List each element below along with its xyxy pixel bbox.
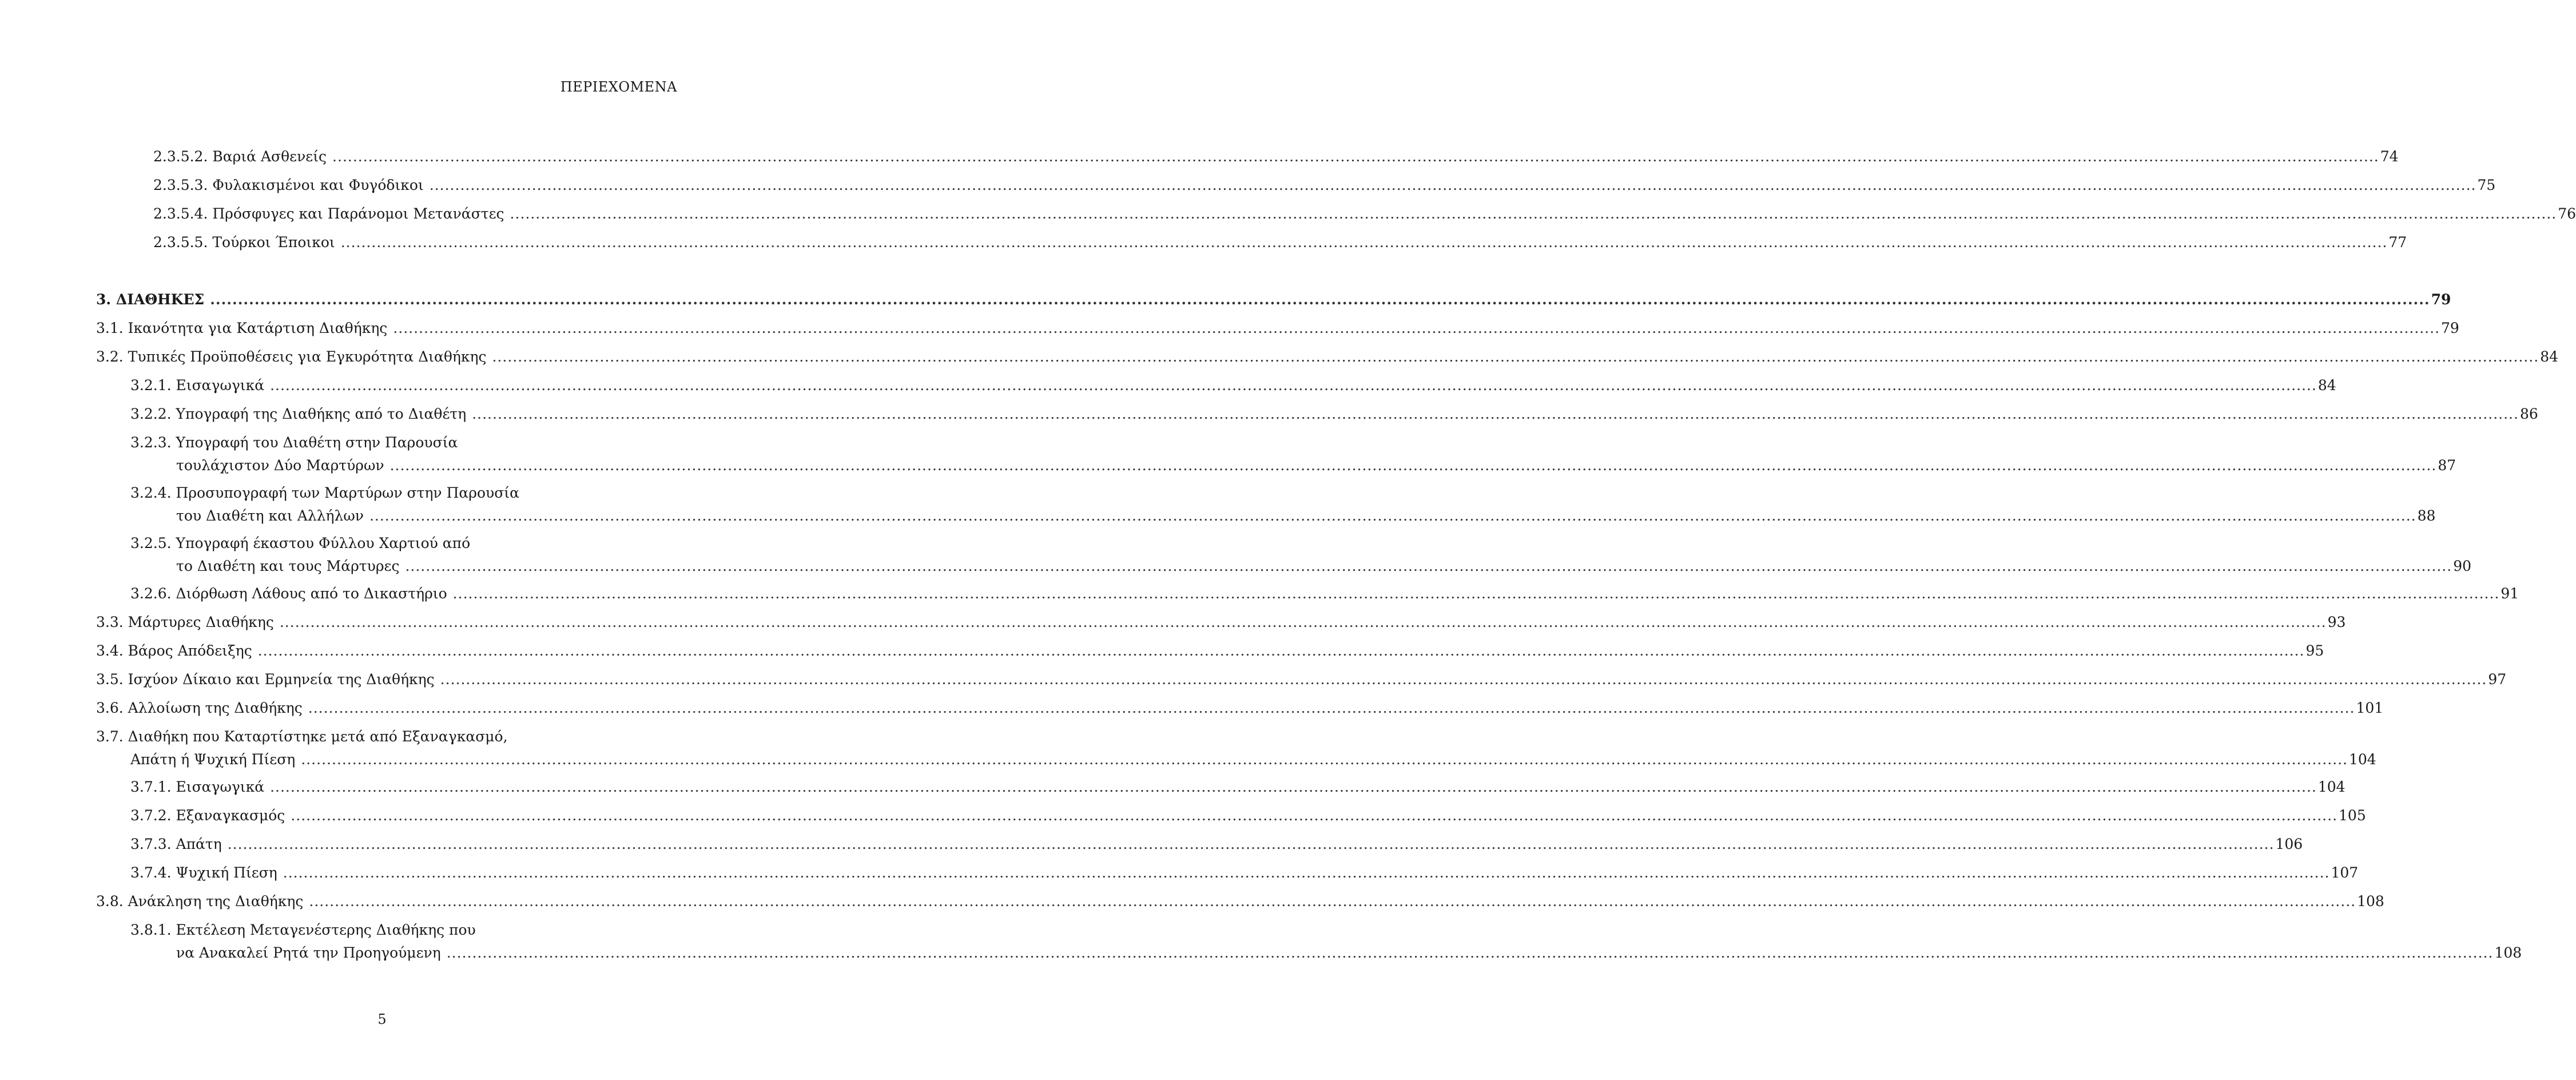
toc-entry-page: 105	[2339, 807, 2366, 824]
toc-entry-number: 3.7.3.	[130, 836, 172, 852]
toc-entry	[96, 288, 2451, 311]
toc-entry	[96, 611, 2346, 634]
toc-entry-title: Φυλακισμένοι και Φυγόδικοι	[212, 177, 424, 193]
toc-entry	[153, 231, 2407, 254]
toc-entry-title: Υπογραφή έκαστου Φύλλου Χαρτιού από	[176, 535, 471, 551]
toc-entry-number: 3.7.	[96, 728, 124, 745]
dot-leader: ................................................................................................................................................................................................................................................................................................................................................................................................................	[369, 507, 2416, 524]
toc-entry-number: 3.8.1.	[130, 922, 172, 938]
toc-entry	[153, 202, 2576, 225]
toc-entry	[153, 174, 2496, 197]
dot-leader: ................................................................................................................................................................................................................................................................................................................................................................................................................	[340, 234, 2388, 251]
toc-entry-title-continued: Απάτη ή Ψυχική Πίεση	[130, 751, 296, 768]
dot-leader: ................................................................................................................................................................................................................................................................................................................................................................................................................	[279, 614, 2327, 630]
dot-leader: ................................................................................................................................................................................................................................................................................................................................................................................................................	[446, 944, 2494, 961]
toc-entry-page: 79	[2431, 291, 2451, 308]
toc-entry-number: 3.	[96, 291, 112, 308]
toc-entry-page: 74	[2380, 148, 2399, 165]
toc-entry-number: 3.5.	[96, 671, 124, 688]
toc-entry-number: 2.3.5.4.	[153, 205, 208, 222]
toc-entry	[130, 582, 2519, 605]
toc-entry-title: Διαθήκη που Καταρτίστηκε μετά από Εξαναγκασμό,	[128, 728, 508, 745]
dot-leader: ................................................................................................................................................................................................................................................................................................................................................................................................................	[301, 751, 2348, 768]
toc-entry-title: Απάτη	[176, 836, 222, 852]
toc-entry-number: 3.2.3.	[130, 434, 172, 451]
toc-entry-number: 3.2.	[96, 348, 124, 365]
toc-entry-page: 77	[2388, 234, 2407, 251]
toc-entry-number: 3.4.	[96, 642, 124, 659]
toc-entry-title: Εισαγωγικά	[176, 779, 265, 795]
toc-entry-page: 93	[2327, 614, 2346, 630]
toc-entry-title: Μάρτυρες Διαθήκης	[128, 614, 274, 630]
toc-entry-title: Υπογραφή του Διαθέτη στην Παρουσία	[176, 434, 458, 451]
toc-entry-number: 3.2.1.	[130, 377, 172, 394]
toc-entry-title: Τούρκοι Έποικοι	[212, 234, 335, 251]
toc-entry-number: 2.3.5.2.	[153, 148, 208, 165]
toc-entry-page: 106	[2275, 836, 2303, 852]
toc-entry-title: Διόρθωση Λάθους από το Δικαστήριο	[176, 585, 447, 602]
toc-entry-page: 79	[2441, 320, 2459, 336]
dot-leader: ................................................................................................................................................................................................................................................................................................................................................................................................................	[227, 836, 2275, 852]
dot-leader: ................................................................................................................................................................................................................................................................................................................................................................................................................	[393, 320, 2440, 336]
toc-entry-number: 3.6.	[96, 700, 124, 716]
toc-entry-page: 91	[2501, 585, 2519, 602]
dot-leader: ................................................................................................................................................................................................................................................................................................................................................................................................................	[440, 671, 2487, 688]
toc-entry	[96, 317, 2459, 340]
toc-entry-title: Εξαναγκασμός	[176, 807, 285, 824]
toc-entry-number: 3.2.5.	[130, 535, 172, 551]
toc-entry-number: 2.3.5.3.	[153, 177, 208, 193]
toc-entry-title: Ψυχική Πίεση	[176, 864, 277, 881]
dot-leader: ................................................................................................................................................................................................................................................................................................................................................................................................................	[472, 406, 2519, 422]
toc-entry-page: 87	[2438, 457, 2456, 474]
toc-entry-page: 108	[2357, 893, 2384, 910]
toc-entry-page: 84	[2317, 377, 2336, 394]
toc-entry-number: 3.2.6.	[130, 585, 172, 602]
toc-entry	[130, 833, 2303, 856]
toc-entry-title: Πρόσφυγες και Παράνομοι Μετανάστες	[212, 205, 504, 222]
toc-entry-title: Υπογραφή της Διαθήκης από το Διαθέτη	[176, 406, 467, 422]
toc-entry-page: 95	[2305, 642, 2324, 659]
toc-entry-page: 86	[2519, 406, 2538, 422]
toc-entry-title: Ικανότητα για Κατάρτιση Διαθήκης	[128, 320, 388, 336]
dot-leader: ................................................................................................................................................................................................................................................................................................................................................................................................................	[452, 585, 2500, 602]
toc-entry	[153, 145, 2399, 168]
running-head: ΠΕΡΙΕΧΟΜΕΝΑ	[560, 79, 677, 95]
dot-leader: ................................................................................................................................................................................................................................................................................................................................................................................................................	[309, 893, 2356, 910]
toc-entry	[96, 890, 2384, 913]
toc-entry-number: 2.3.5.5.	[153, 234, 208, 251]
toc-entry-number: 3.7.1.	[130, 779, 172, 795]
toc-entry	[96, 725, 2376, 771]
toc-entry-title: Ανάκληση της Διαθήκης	[128, 893, 304, 910]
toc-entry-page: 104	[2349, 751, 2376, 768]
toc-entry-title: Προσυπογραφή των Μαρτύρων στην Παρουσία	[176, 485, 519, 501]
toc-entry-page: 97	[2488, 671, 2507, 688]
toc-entry-title: Εισαγωγικά	[176, 377, 265, 394]
dot-leader: ................................................................................................................................................................................................................................................................................................................................................................................................................	[257, 642, 2305, 659]
dot-leader: ................................................................................................................................................................................................................................................................................................................................................................................................................	[429, 177, 2476, 193]
toc-entry	[96, 346, 2559, 368]
toc-entry-number: 3.1.	[96, 320, 124, 336]
dot-leader: ................................................................................................................................................................................................................................................................................................................................................................................................................	[270, 779, 2317, 795]
toc-entry-page: 107	[2331, 864, 2359, 881]
toc-entry-title: Ισχύον Δίκαιο και Ερμηνεία της Διαθήκης	[128, 671, 435, 688]
toc-entry-number: 3.3.	[96, 614, 124, 630]
dot-leader: ................................................................................................................................................................................................................................................................................................................................................................................................................	[492, 348, 2539, 365]
toc-entry-page: 88	[2417, 507, 2436, 524]
toc-entry-number: 3.7.2.	[130, 807, 172, 824]
dot-leader: ................................................................................................................................................................................................................................................................................................................................................................................................................	[389, 457, 2437, 474]
toc-entry-title: Αλλοίωση της Διαθήκης	[128, 700, 303, 716]
toc-entry-number: 3.8.	[96, 893, 124, 910]
toc-entry	[96, 668, 2507, 691]
toc-entry-title-continued: το Διαθέτη και τους Μάρτυρες	[176, 558, 400, 574]
toc-entry	[130, 919, 2522, 964]
toc-entry-title-continued: να Ανακαλεί Ρητά την Προηγούμενη	[176, 944, 441, 961]
toc-entry-title: ΔΙΑΘΗΚΕΣ	[116, 291, 205, 308]
toc-entry-title: Εκτέλεση Μεταγενέστερης Διαθήκης που	[176, 922, 476, 938]
dot-leader: ................................................................................................................................................................................................................................................................................................................................................................................................................	[332, 148, 2379, 165]
toc-entry-number: 3.2.2.	[130, 406, 172, 422]
dot-leader: ................................................................................................................................................................................................................................................................................................................................................................................................................	[405, 558, 2452, 574]
dot-leader: ................................................................................................................................................................................................................................................................................................................................................................................................................	[210, 291, 2430, 308]
toc-entry	[130, 776, 2346, 799]
dot-leader: ................................................................................................................................................................................................................................................................................................................................................................................................................	[308, 700, 2355, 716]
toc-entry-page: 104	[2317, 779, 2346, 795]
toc-entry	[96, 697, 2384, 720]
toc-entry-page: 76	[2558, 205, 2576, 222]
toc-entry-title-continued: του Διαθέτη και Αλλήλων	[176, 507, 364, 524]
dot-leader: ................................................................................................................................................................................................................................................................................................................................................................................................................	[510, 205, 2557, 222]
toc-entry-title: Βαριά Ασθενείς	[212, 148, 327, 165]
toc-entry-page: 101	[2356, 700, 2384, 716]
toc-entry	[130, 482, 2436, 527]
toc-entry-number: 3.7.4.	[130, 864, 172, 881]
dot-leader: ................................................................................................................................................................................................................................................................................................................................................................................................................	[291, 807, 2338, 824]
toc-entry-page: 90	[2453, 558, 2471, 574]
toc-entry-page: 108	[2494, 944, 2522, 961]
toc-entry-title: Βάρος Απόδειξης	[128, 642, 252, 659]
toc-entry	[130, 861, 2359, 884]
dot-leader: ................................................................................................................................................................................................................................................................................................................................................................................................................	[283, 864, 2330, 881]
toc-entry-title: Τυπικές Προϋποθέσεις για Εγκυρότητα Διαθήκης	[128, 348, 487, 365]
toc-entry	[130, 804, 2366, 827]
page-number: 5	[377, 1011, 387, 1027]
toc-entry	[96, 640, 2324, 662]
dot-leader: ................................................................................................................................................................................................................................................................................................................................................................................................................	[270, 377, 2317, 394]
toc-entry	[130, 403, 2538, 426]
toc-entry	[130, 374, 2336, 397]
toc-entry	[130, 431, 2456, 477]
toc-entry-page: 75	[2477, 177, 2496, 193]
toc-entry-page: 84	[2540, 348, 2559, 365]
toc-entry-title-continued: τουλάχιστον Δύο Μαρτύρων	[176, 457, 384, 474]
toc-entry-number: 3.2.4.	[130, 485, 172, 501]
toc-entry	[130, 532, 2471, 578]
